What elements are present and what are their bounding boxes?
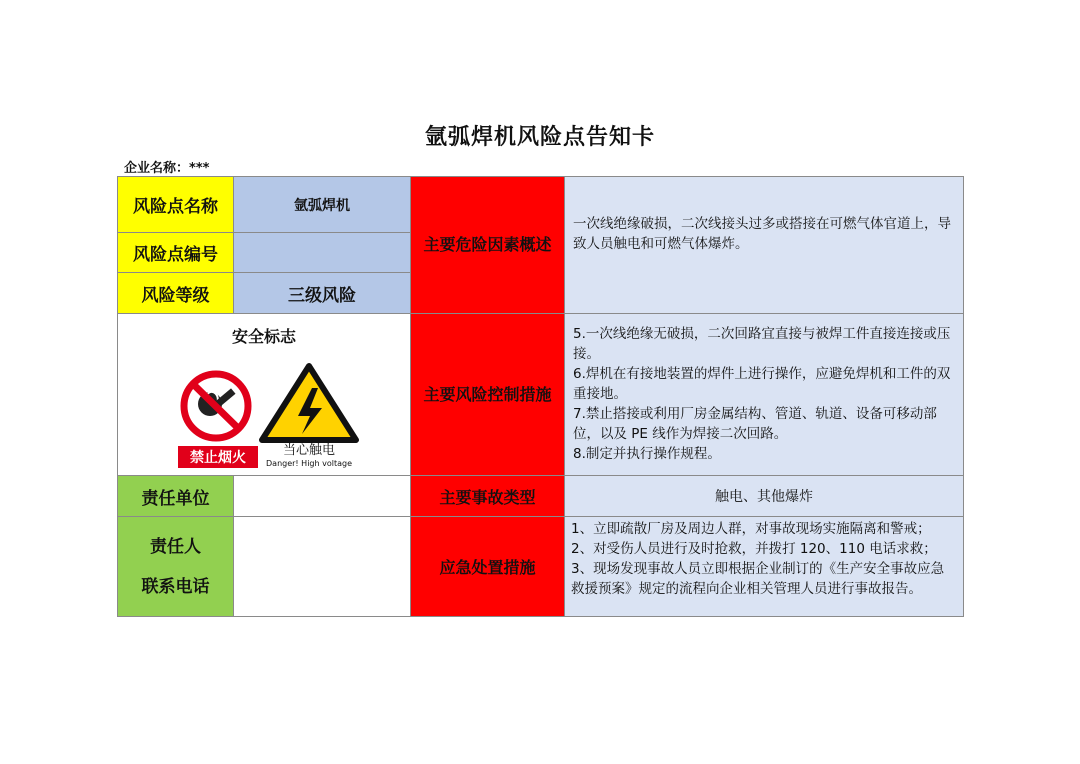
company-label: 企业名称： [124, 161, 190, 176]
responsible-person-label: 责任人 [150, 536, 201, 557]
risk-level-value: 三级风险 [233, 272, 411, 314]
control-list [565, 324, 963, 464]
responsible-person-label-cell [117, 516, 234, 617]
control-text-cell [564, 313, 964, 476]
no-fire-sign-icon [178, 366, 258, 470]
risk-name-label: 风险点名称 [117, 176, 234, 233]
responsible-unit-label: 责任单位 [117, 475, 234, 517]
control-item: 7.禁止搭接或利用厂房金属结构、管道、轨道、设备可移动部位，以及 PE 线作为焊接二次回路。 [573, 406, 937, 442]
safety-sign-label: 安全标志 [231, 327, 296, 346]
control-item: 5.一次线绝缘无破损，二次回路宜直接与被焊工件直接连接或压接。 [573, 326, 951, 362]
emergency-label: 应急处置措施 [439, 558, 536, 577]
company-name [124, 157, 209, 176]
accident-type-value: 触电、其他爆炸 [564, 475, 964, 517]
responsible-unit-value [233, 475, 411, 517]
company-value: *** [189, 161, 210, 176]
risk-number-label: 风险点编号 [117, 232, 234, 273]
emergency-text-cell [564, 516, 964, 617]
accident-type-label-cell [410, 475, 565, 517]
control-label: 主要风险控制措施 [423, 384, 552, 404]
risk-name-value: 氩弧焊机 [233, 176, 411, 233]
safety-sign-cell [117, 313, 411, 476]
emergency-label-cell [410, 516, 565, 617]
hazard-text: 一次线绝缘破损，二次线接头过多或搭接在可燃气体官道上，导致人员触电和可燃气体爆炸。 [573, 216, 951, 252]
emergency-list [565, 519, 963, 599]
hazard-text-cell [564, 176, 964, 314]
control-label-cell [410, 313, 565, 476]
risk-number-value [233, 232, 411, 273]
no-fire-text: 禁止烟火 [190, 450, 246, 466]
control-item: 6.焊机在有接地装置的焊件上进行操作，应避免焊机和工件的双重接地。 [573, 366, 951, 402]
electric-warning-subtext: Danger! High voltage [266, 459, 352, 468]
risk-level-label: 风险等级 [117, 272, 234, 314]
electric-shock-sign-icon [254, 360, 364, 470]
emergency-item: 1、立即疏散厂房及周边人群，对事故现场实施隔离和警戒； [571, 521, 931, 537]
emergency-item: 3、现场发现事故人员立即根据企业制订的《生产安全事故应急救援预案》规定的流程向企业相关管理人员进行事故报告。 [571, 561, 945, 597]
contact-phone-label: 联系电话 [141, 576, 210, 597]
hazard-label: 主要危险因素概述 [423, 235, 552, 254]
hazard-label-cell [410, 176, 565, 314]
control-item: 8.制定并执行操作规程。 [573, 446, 721, 462]
emergency-item: 2、对受伤人员进行及时抢救，并拨打 120、110 电话求救； [571, 541, 937, 557]
accident-type-label: 主要事故类型 [439, 487, 536, 507]
electric-warning-text: 当心触电 [282, 443, 336, 458]
card-title: 氩弧焊机风险点告知卡 [424, 125, 655, 150]
responsible-person-value [233, 516, 411, 617]
